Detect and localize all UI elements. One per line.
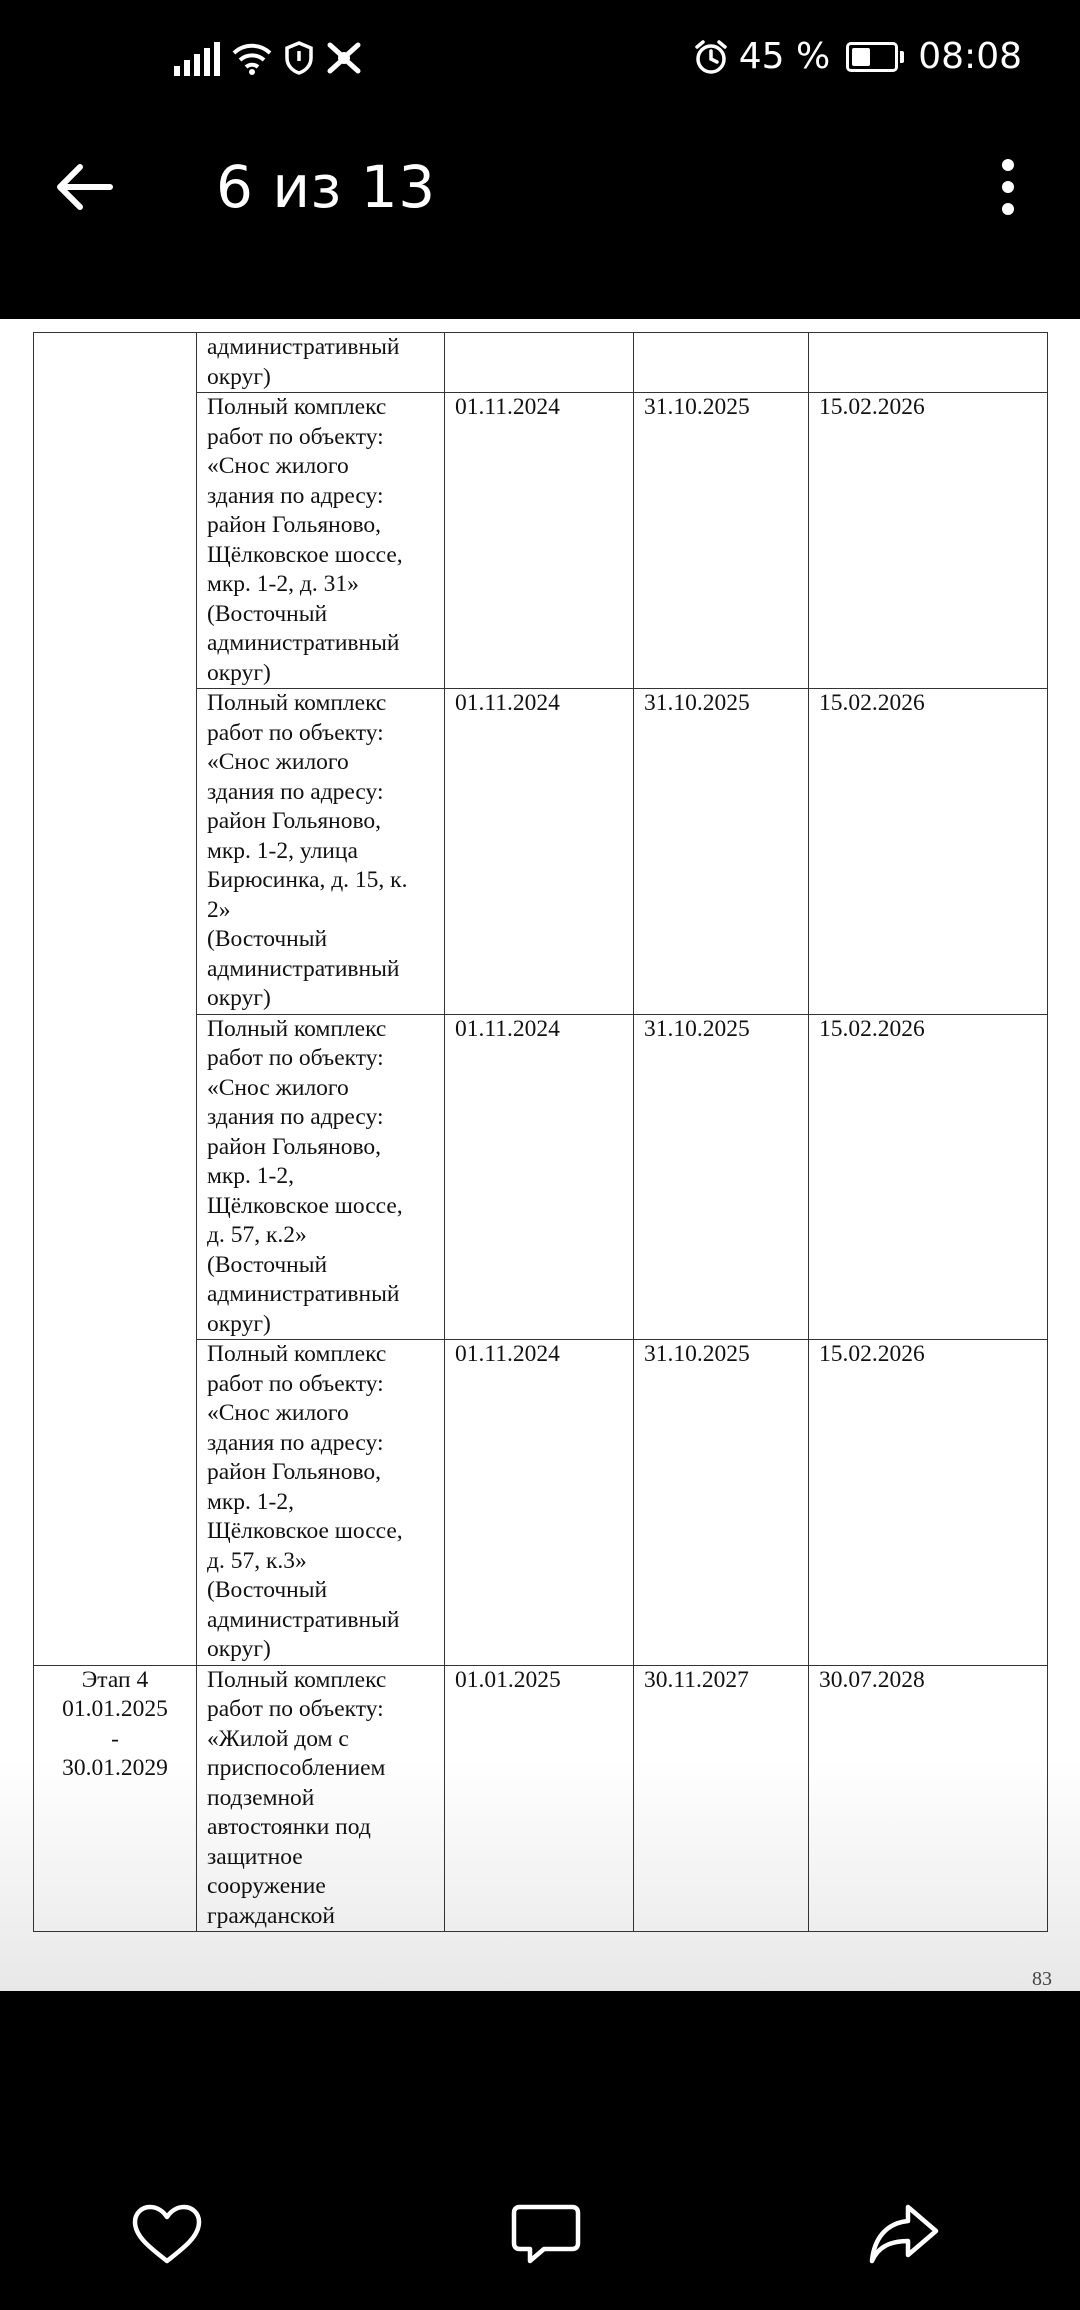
heart-icon[interactable] (131, 2203, 203, 2265)
description-cell: Полный комплекс работ по объекту: «Снос жилого здания по адресу: район Гольяново, мкр. 1-2, Щёлковское шоссе, д. 57, к.3» (Восточный административный округ) (197, 1340, 445, 1666)
table-row (34, 393, 1048, 689)
bottom-bar (0, 1991, 1080, 2310)
deadline-cell (809, 333, 1048, 393)
app-icon (326, 41, 362, 75)
deadline-cell: 15.02.2026 (809, 689, 1048, 1015)
document-page[interactable] (0, 319, 1080, 1991)
clock: 08:08 (918, 36, 1022, 77)
deadline-cell: 15.02.2026 (809, 393, 1048, 689)
table-row (34, 333, 1048, 393)
description-cell: административный округ) (197, 333, 445, 393)
stage-cell (34, 393, 197, 689)
description-cell: Полный комплекс работ по объекту: «Снос жилого здания по адресу: район Гольяново, мкр. 1-2, улица Бирюсинка, д. 15, к. 2» (Восточный административный округ) (197, 689, 445, 1015)
more-vert-icon[interactable] (990, 157, 1026, 217)
shield-icon (284, 41, 314, 75)
battery-percent: 45 % (738, 36, 831, 77)
deadline-cell: 15.02.2026 (809, 1014, 1048, 1340)
start-date-cell (445, 333, 634, 393)
signal-icon (174, 40, 220, 76)
share-icon[interactable] (868, 2203, 940, 2265)
stage-cell (34, 1340, 197, 1666)
battery-level (852, 48, 870, 66)
start-date-cell: 01.11.2024 (445, 1340, 634, 1666)
back-arrow-icon[interactable] (52, 155, 116, 219)
stage-cell: Этап 4 01.01.2025 - 30.01.2029 (34, 1665, 197, 1932)
start-date-cell: 01.11.2024 (445, 1014, 634, 1340)
stage-cell (34, 333, 197, 393)
end-date-cell: 31.10.2025 (634, 393, 809, 689)
page-number: 83 (1032, 1968, 1052, 1990)
page-title: 6 из 13 (216, 153, 436, 221)
stage-cell (34, 689, 197, 1015)
deadline-cell: 15.02.2026 (809, 1340, 1048, 1666)
schedule-table (33, 332, 1048, 1932)
status-bar (0, 0, 1080, 125)
start-date-cell: 01.11.2024 (445, 689, 634, 1015)
comment-icon[interactable] (510, 2203, 582, 2265)
end-date-cell: 30.11.2027 (634, 1665, 809, 1932)
alarm-icon (693, 39, 729, 75)
description-cell: Полный комплекс работ по объекту: «Снос жилого здания по адресу: район Гольяново, мкр. 1-2, Щёлковское шоссе, д. 57, к.2» (Восточный административный округ) (197, 1014, 445, 1340)
deadline-cell: 30.07.2028 (809, 1665, 1048, 1932)
end-date-cell (634, 333, 809, 393)
app-bar (0, 125, 1080, 319)
battery-icon (846, 42, 898, 72)
start-date-cell: 01.01.2025 (445, 1665, 634, 1932)
start-date-cell: 01.11.2024 (445, 393, 634, 689)
table-row (34, 1014, 1048, 1340)
table-row (34, 689, 1048, 1015)
description-cell: Полный комплекс работ по объекту: «Жилой дом с приспособлением подземной автостоянки под защитное сооружение гражданской (197, 1665, 445, 1932)
end-date-cell: 31.10.2025 (634, 1014, 809, 1340)
description-cell: Полный комплекс работ по объекту: «Снос жилого здания по адресу: район Гольяново, Щёлковское шоссе, мкр. 1-2, д. 31» (Восточный административный округ) (197, 393, 445, 689)
end-date-cell: 31.10.2025 (634, 1340, 809, 1666)
table-row (34, 1340, 1048, 1666)
stage-cell (34, 1014, 197, 1340)
end-date-cell: 31.10.2025 (634, 689, 809, 1015)
table-row (34, 1665, 1048, 1932)
wifi-icon (232, 41, 272, 75)
